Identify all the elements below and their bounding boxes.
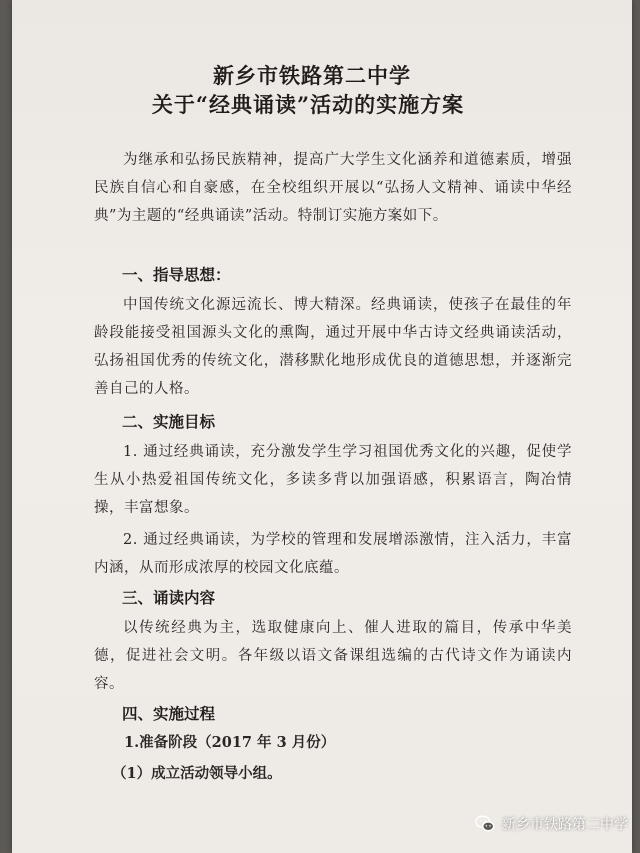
- section2-heading: 二、实施目标: [122, 412, 216, 431]
- document-title-line1: 新乡市铁路第二中学: [213, 63, 411, 88]
- section4-sub1-item1: （1）成立活动领导小组。: [112, 765, 282, 782]
- section3-heading: 三、诵读内容: [122, 588, 216, 607]
- document-title-line2: 关于“经典诵读”活动的实施方案: [151, 92, 465, 117]
- section3-paragraph: 以传统经典为主，选取健康向上、催人进取的篇目，传承中华美德，促进社会文明。各年级以语文备课组选编的古代诗文作为诵读内容。: [94, 620, 572, 692]
- section4-heading: 四、实施过程: [122, 704, 216, 723]
- wechat-icon: [474, 813, 496, 835]
- section2-item1: 1. 通过经典诵读，充分激发学生学习祖国优秀文化的兴趣，促使学生从小热爱祖国传统文化，多读多背以加强语感，积累语言，陶冶情操，丰富想象。: [94, 444, 572, 516]
- section1-paragraph: 中国传统文化源远流长、博大精深。经典诵读，使孩子在最佳的年龄段能接受祖国源头文化的熏陶，通过开展中华古诗文经典诵读活动，弘扬祖国优秀的传统文化，潜移默化地形成优良的道德思想，并逐渐完善自己的人格。: [94, 297, 572, 397]
- intro-paragraph: 为继承和弘扬民族精神，提高广大学生文化涵养和道德素质，增强民族自信心和自豪感，在全校组织开展以“弘扬人文精神、诵读中华经典”为主题的“经典诵读”活动。特制订实施方案如下。: [94, 152, 572, 224]
- section1-heading: 一、指导思想：: [122, 265, 231, 284]
- source-watermark: [474, 813, 628, 835]
- document-page: [12, 0, 632, 853]
- section2-item2: 2. 通过经典诵读，为学校的管理和发展增添激情，注入活力，丰富内涵，从而形成浓厚的校园文化底蕴。: [94, 532, 572, 576]
- section4-sub1: 1.准备阶段（2017 年 3 月份）: [124, 734, 336, 751]
- watermark-text: 新乡市铁路第二中学: [502, 817, 628, 833]
